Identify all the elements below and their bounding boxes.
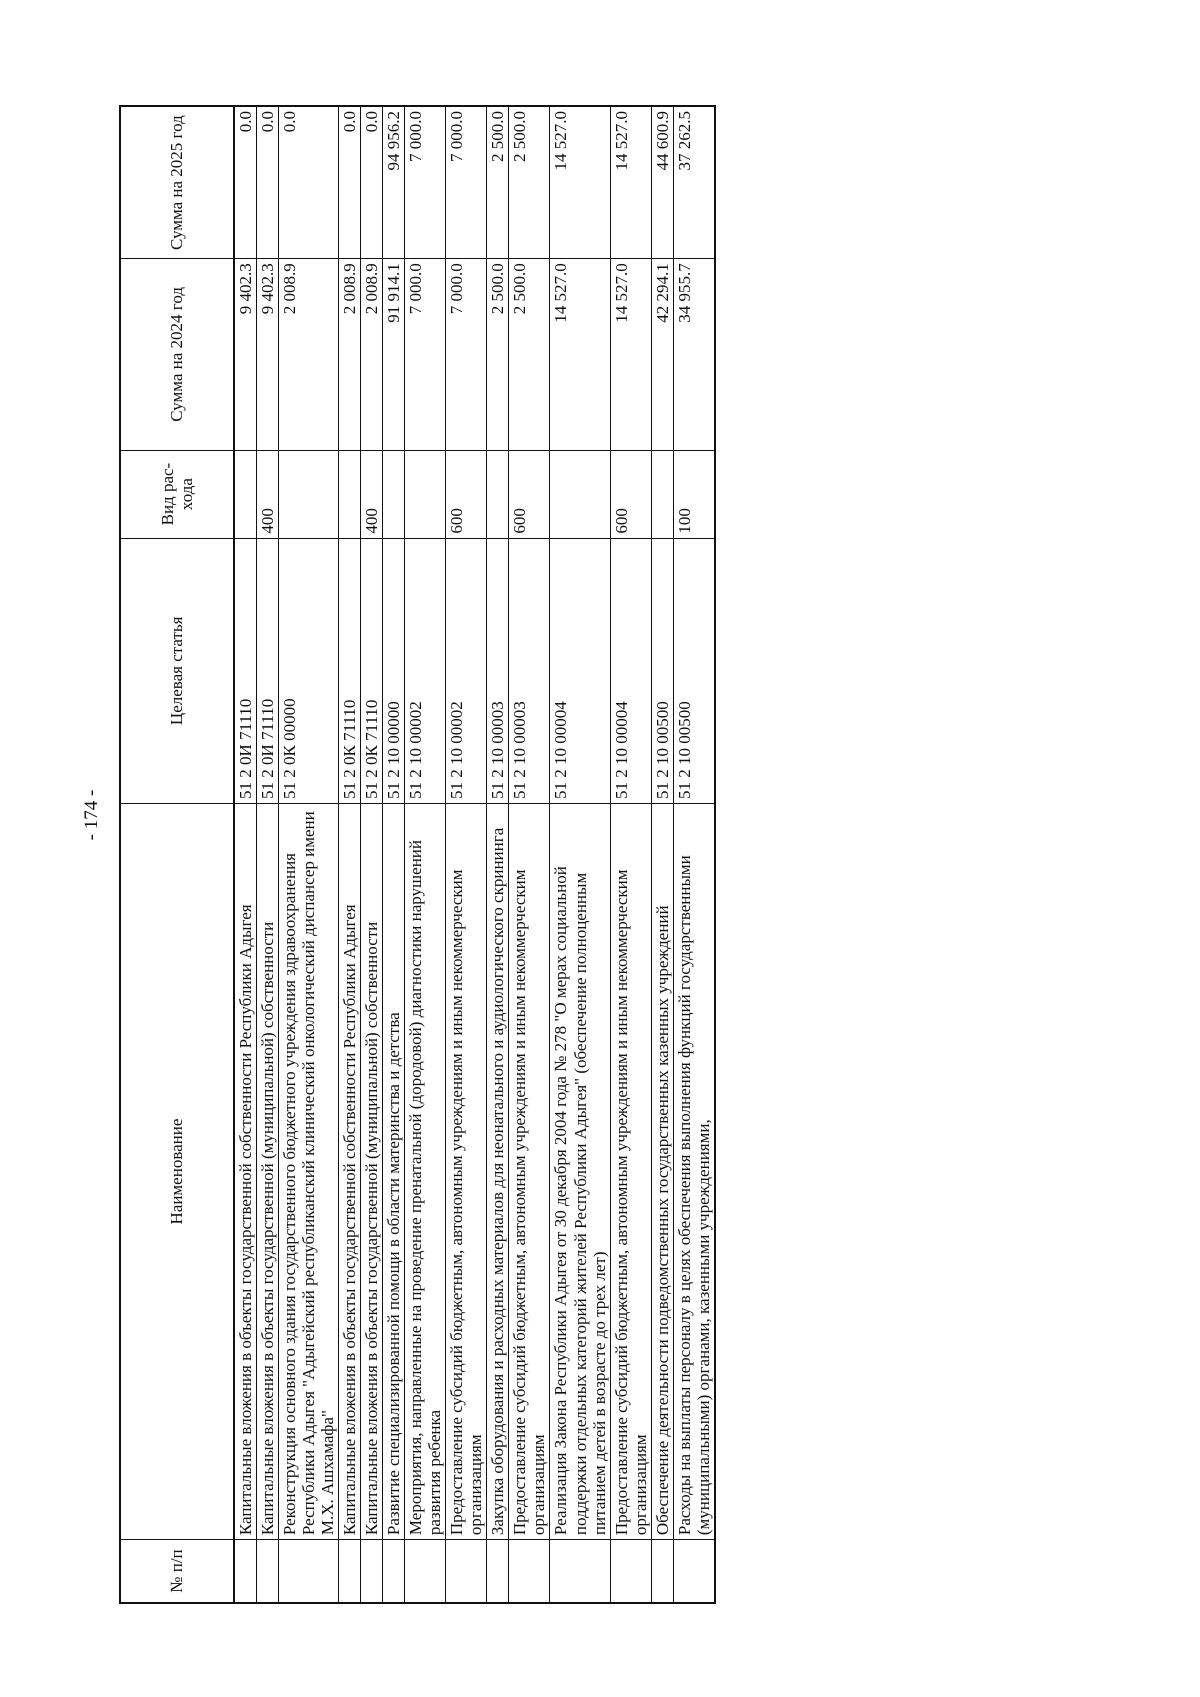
row-name-cell: Предоставление субсидий бюджетным, автономным учреждениям и иным некоммерческим организациям bbox=[446, 803, 487, 1539]
row-num-cell bbox=[257, 1540, 279, 1603]
row-article-cell: 51 2 10 00002 bbox=[446, 538, 487, 803]
row-article-cell: 51 2 0К 71110 bbox=[339, 538, 361, 803]
table-row bbox=[383, 106, 405, 1603]
row-name-cell: Мероприятия, направленные на проведение пренатальной (дородовой) диагностики нарушений развития ребенка bbox=[405, 803, 446, 1539]
row-name-cell: Предоставление субсидий бюджетным, автономным учреждениям и иным некоммерческим организациям bbox=[610, 803, 651, 1539]
row-article-cell: 51 2 0И 71110 bbox=[257, 538, 279, 803]
row-num-cell bbox=[487, 1540, 509, 1603]
row-sum-2024-cell: 9 402.3 bbox=[257, 259, 279, 450]
row-name-cell: Обеспечение деятельности подведомственных государственных казенных учреждений bbox=[651, 803, 673, 1539]
row-sum-2024-cell: 42 294.1 bbox=[651, 259, 673, 450]
row-sum-2025-cell: 2 500.0 bbox=[509, 106, 550, 259]
row-type-cell bbox=[339, 450, 361, 538]
row-sum-2025-cell: 14 527.0 bbox=[610, 106, 651, 259]
row-num-cell bbox=[339, 1540, 361, 1603]
row-name-cell: Расходы на выплаты персоналу в целях обеспечения выполнения функций государственными (муниципальными) органами, казенными учреждениями, bbox=[673, 803, 715, 1539]
row-sum-2024-cell: 91 914.1 bbox=[383, 259, 405, 450]
row-type-cell: 600 bbox=[509, 450, 550, 538]
row-article-cell: 51 2 10 00003 bbox=[509, 538, 550, 803]
row-sum-2025-cell: 0.0 bbox=[339, 106, 361, 259]
table-row bbox=[446, 106, 487, 1603]
budget-table bbox=[119, 105, 716, 1604]
row-type-cell bbox=[279, 450, 339, 538]
row-name-cell: Капитальные вложения в объекты государственной (муниципальной) собственности bbox=[361, 803, 383, 1539]
table-row bbox=[610, 106, 651, 1603]
row-name-cell: Капитальные вложения в объекты государственной (муниципальной) собственности bbox=[257, 803, 279, 1539]
row-num-cell bbox=[234, 1540, 257, 1603]
row-sum-2025-cell: 14 527.0 bbox=[550, 106, 610, 259]
row-name-cell: Реконструкция основного здания государственного бюджетного учреждения здравоохранения Республики Адыгея "Адыгейский республиканский клинический онкологический диспансер имени М.Х. Ашхамафа" bbox=[279, 803, 339, 1539]
row-name-cell: Развитие специализированной помощи в области материнства и детства bbox=[383, 803, 405, 1539]
row-name-cell: Закупка оборудования и расходных материалов для неонатального и аудиологического скрининга bbox=[487, 803, 509, 1539]
table-container bbox=[119, 105, 1094, 1604]
row-type-cell bbox=[550, 450, 610, 538]
table-header-row bbox=[120, 106, 234, 1603]
row-name-cell: Предоставление субсидий бюджетным, автономным учреждениям и иным некоммерческим организациям bbox=[509, 803, 550, 1539]
table-row bbox=[673, 106, 715, 1603]
table-row bbox=[651, 106, 673, 1603]
row-num-cell bbox=[610, 1540, 651, 1603]
row-num-cell bbox=[509, 1540, 550, 1603]
row-sum-2025-cell: 0.0 bbox=[279, 106, 339, 259]
header-name: Наименование bbox=[120, 803, 234, 1539]
row-type-cell bbox=[487, 450, 509, 538]
row-article-cell: 51 2 10 00500 bbox=[651, 538, 673, 803]
row-name-cell: Капитальные вложения в объекты государственной собственности Республики Адыгея bbox=[339, 803, 361, 1539]
row-name-cell: Реализация Закона Республики Адыгея от 30 декабря 2004 года № 278 "О мерах социальной поддержки отдельных категорий жителей Республики Адыгея" (обеспечение полноценным питанием детей в возрасте до трех лет) bbox=[550, 803, 610, 1539]
table-row bbox=[361, 106, 383, 1603]
row-article-cell: 51 2 10 00003 bbox=[487, 538, 509, 803]
table-body bbox=[234, 106, 715, 1603]
table-row bbox=[550, 106, 610, 1603]
row-sum-2024-cell: 2 008.9 bbox=[279, 259, 339, 450]
row-num-cell bbox=[279, 1540, 339, 1603]
row-num-cell bbox=[383, 1540, 405, 1603]
row-sum-2024-cell: 2 008.9 bbox=[339, 259, 361, 450]
row-num-cell bbox=[405, 1540, 446, 1603]
row-sum-2024-cell: 2 008.9 bbox=[361, 259, 383, 450]
row-num-cell bbox=[651, 1540, 673, 1603]
row-sum-2025-cell: 7 000.0 bbox=[405, 106, 446, 259]
row-type-cell: 600 bbox=[446, 450, 487, 538]
row-sum-2024-cell: 7 000.0 bbox=[405, 259, 446, 450]
table-rotation-frame bbox=[119, 105, 1094, 1604]
row-type-cell: 400 bbox=[361, 450, 383, 538]
row-sum-2025-cell: 0.0 bbox=[257, 106, 279, 259]
row-sum-2025-cell: 94 956.2 bbox=[383, 106, 405, 259]
table-row bbox=[487, 106, 509, 1603]
header-sum-2025: Сумма на 2025 год bbox=[120, 106, 234, 259]
table-row bbox=[279, 106, 339, 1603]
row-article-cell: 51 2 0К 71110 bbox=[361, 538, 383, 803]
row-sum-2024-cell: 14 527.0 bbox=[610, 259, 651, 450]
row-type-cell bbox=[405, 450, 446, 538]
row-type-cell bbox=[651, 450, 673, 538]
table-row bbox=[234, 106, 257, 1603]
row-sum-2025-cell: 37 262.5 bbox=[673, 106, 715, 259]
row-article-cell: 51 2 10 00000 bbox=[383, 538, 405, 803]
row-num-cell bbox=[550, 1540, 610, 1603]
table-row bbox=[257, 106, 279, 1603]
table-row bbox=[339, 106, 361, 1603]
row-sum-2025-cell: 0.0 bbox=[361, 106, 383, 259]
row-article-cell: 51 2 0И 71110 bbox=[234, 538, 257, 803]
row-type-cell bbox=[383, 450, 405, 538]
row-sum-2024-cell: 14 527.0 bbox=[550, 259, 610, 450]
row-type-cell: 400 bbox=[257, 450, 279, 538]
table-row bbox=[405, 106, 446, 1603]
row-sum-2024-cell: 9 402.3 bbox=[234, 259, 257, 450]
row-sum-2025-cell: 2 500.0 bbox=[487, 106, 509, 259]
row-type-cell bbox=[234, 450, 257, 538]
row-num-cell bbox=[673, 1540, 715, 1603]
row-sum-2024-cell: 2 500.0 bbox=[509, 259, 550, 450]
row-article-cell: 51 2 0К 00000 bbox=[279, 538, 339, 803]
header-sum-2024: Сумма на 2024 год bbox=[120, 259, 234, 450]
row-sum-2025-cell: 44 600.9 bbox=[651, 106, 673, 259]
row-sum-2024-cell: 2 500.0 bbox=[487, 259, 509, 450]
header-type: Вид рас-хода bbox=[120, 450, 234, 538]
row-article-cell: 51 2 10 00004 bbox=[550, 538, 610, 803]
row-article-cell: 51 2 10 00500 bbox=[673, 538, 715, 803]
row-num-cell bbox=[361, 1540, 383, 1603]
row-sum-2025-cell: 0.0 bbox=[234, 106, 257, 259]
row-sum-2024-cell: 7 000.0 bbox=[446, 259, 487, 450]
row-article-cell: 51 2 10 00004 bbox=[610, 538, 651, 803]
header-num: № п/п bbox=[120, 1540, 234, 1603]
row-name-cell: Капитальные вложения в объекты государственной собственности Республики Адыгея bbox=[234, 803, 257, 1539]
row-type-cell: 600 bbox=[610, 450, 651, 538]
page-number: - 174 - bbox=[81, 789, 102, 841]
table-row bbox=[509, 106, 550, 1603]
row-sum-2025-cell: 7 000.0 bbox=[446, 106, 487, 259]
header-article: Целевая статья bbox=[120, 538, 234, 803]
row-num-cell bbox=[446, 1540, 487, 1603]
row-article-cell: 51 2 10 00002 bbox=[405, 538, 446, 803]
row-type-cell: 100 bbox=[673, 450, 715, 538]
row-sum-2024-cell: 34 955.7 bbox=[673, 259, 715, 450]
